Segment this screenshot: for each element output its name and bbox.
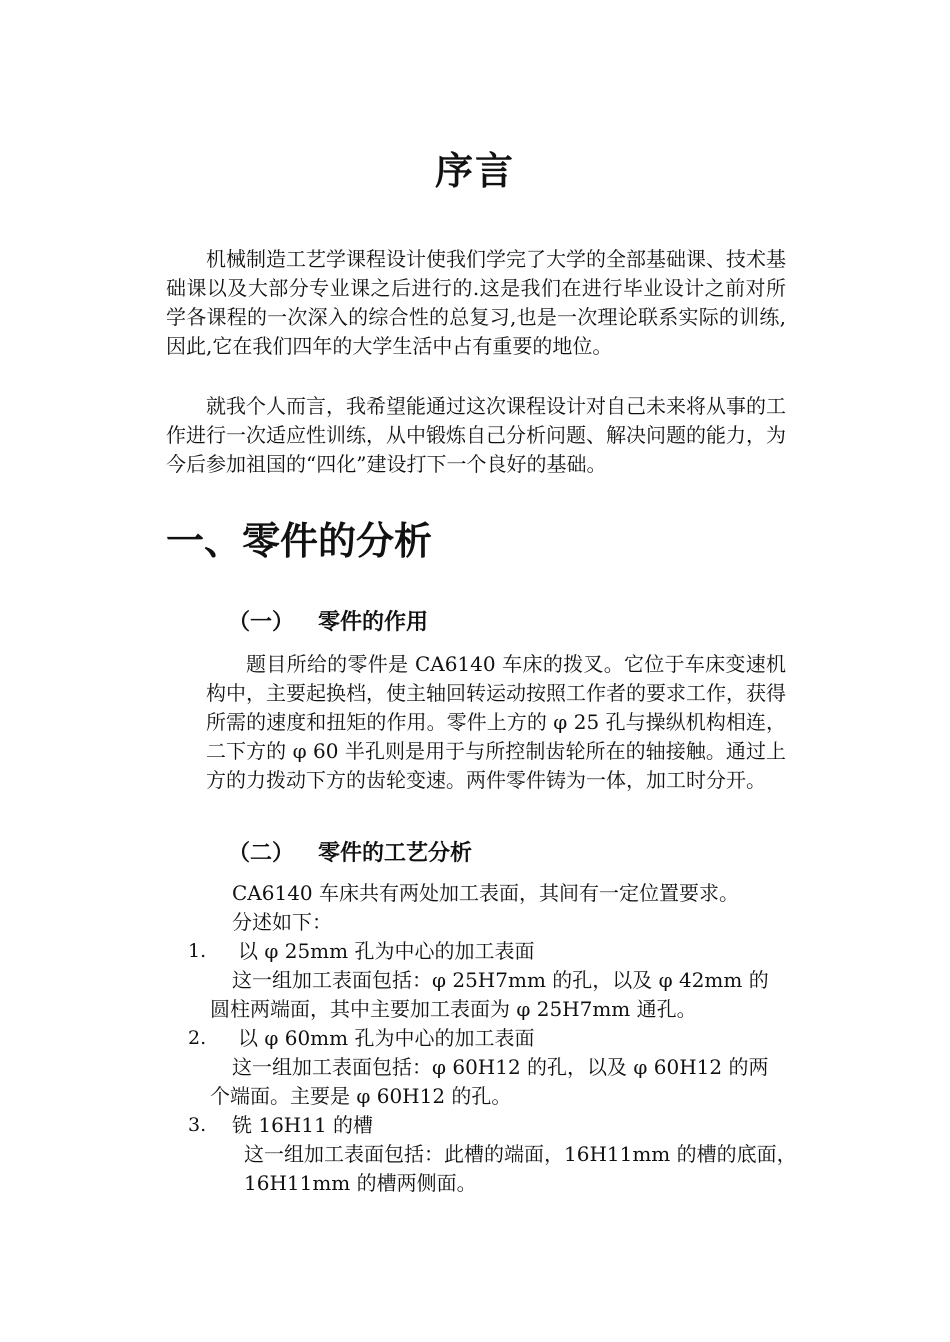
section-heading: 一、零件的分析 <box>166 519 433 563</box>
list-item-title: 以 φ 60mm 孔为中心的加工表面 <box>238 1026 535 1050</box>
analysis-intro-line-1: CA6140 车床共有两处加工表面，其间有一定位置要求。 <box>232 881 740 905</box>
intro-paragraph-2: 就我个人而言，我希望能通过这次课程设计对自己未来将从事的工作进行一次适应性训练，从中锻炼自己分析问题、解决问题的能力，为今后参加祖国的“四化”建设打下一个良好的基础。 <box>166 394 786 476</box>
list-item-number: 1. <box>188 940 207 962</box>
list-item-number: 2. <box>188 1027 207 1049</box>
subsection-number: （一） <box>228 610 295 635</box>
page-title: 序言 <box>434 148 515 193</box>
list-item-title: 铣 16H11 的槽 <box>232 1113 374 1137</box>
list-item-text: 圆柱两端面，其中主要加工表面为 φ 25H7mm 通孔。 <box>210 997 697 1021</box>
list-item-text: 这一组加工表面包括：φ 60H12 的孔，以及 φ 60H12 的两 <box>232 1055 769 1079</box>
intro-paragraph-1: 机械制造工艺学课程设计使我们学完了大学的全部基础课、技术基础课以及大部分专业课之后进行的.这是我们在进行毕业设计之前对所学各课程的一次深入的综合性的总复习,也是一次理论联系实际的训练,因此,它在我们四年的大学生活中占有重要的地位。 <box>166 247 786 358</box>
list-item-text: 16H11mm 的槽两侧面。 <box>244 1171 477 1195</box>
list-item-title: 以 φ 25mm 孔为中心的加工表面 <box>238 939 535 963</box>
analysis-intro-line-2: 分述如下： <box>232 910 332 934</box>
list-item-text: 这一组加工表面包括：φ 25H7mm 的孔，以及 φ 42mm 的 <box>232 968 769 992</box>
list-item-number: 3. <box>188 1114 207 1136</box>
subsection-title: 零件的作用 <box>318 610 429 635</box>
list-item-text: 这一组加工表面包括：此槽的端面，16H11mm 的槽的底面， <box>244 1142 797 1166</box>
subsection-heading-1 <box>228 605 428 636</box>
subsection-number: （二） <box>228 841 295 866</box>
subsection-heading-2 <box>228 836 472 867</box>
subsection-1-paragraph: 题目所给的零件是 CA6140 车床的拨叉。它位于车床变速机构中，主要起换档，使主轴回转运动按照工作者的要求工作，获得所需的速度和扭矩的作用。零件上方的 φ 25 孔与操纵机构相连，二下方的 φ 60 半孔则是用于与所控制齿轮所在的轴接触。通过上方的力拨动下方的齿轮变速。两件零件铸为一体，加工时分开。 <box>206 652 786 792</box>
list-item-text: 个端面。主要是 φ 60H12 的孔。 <box>210 1084 512 1108</box>
subsection-title: 零件的工艺分析 <box>318 841 473 866</box>
